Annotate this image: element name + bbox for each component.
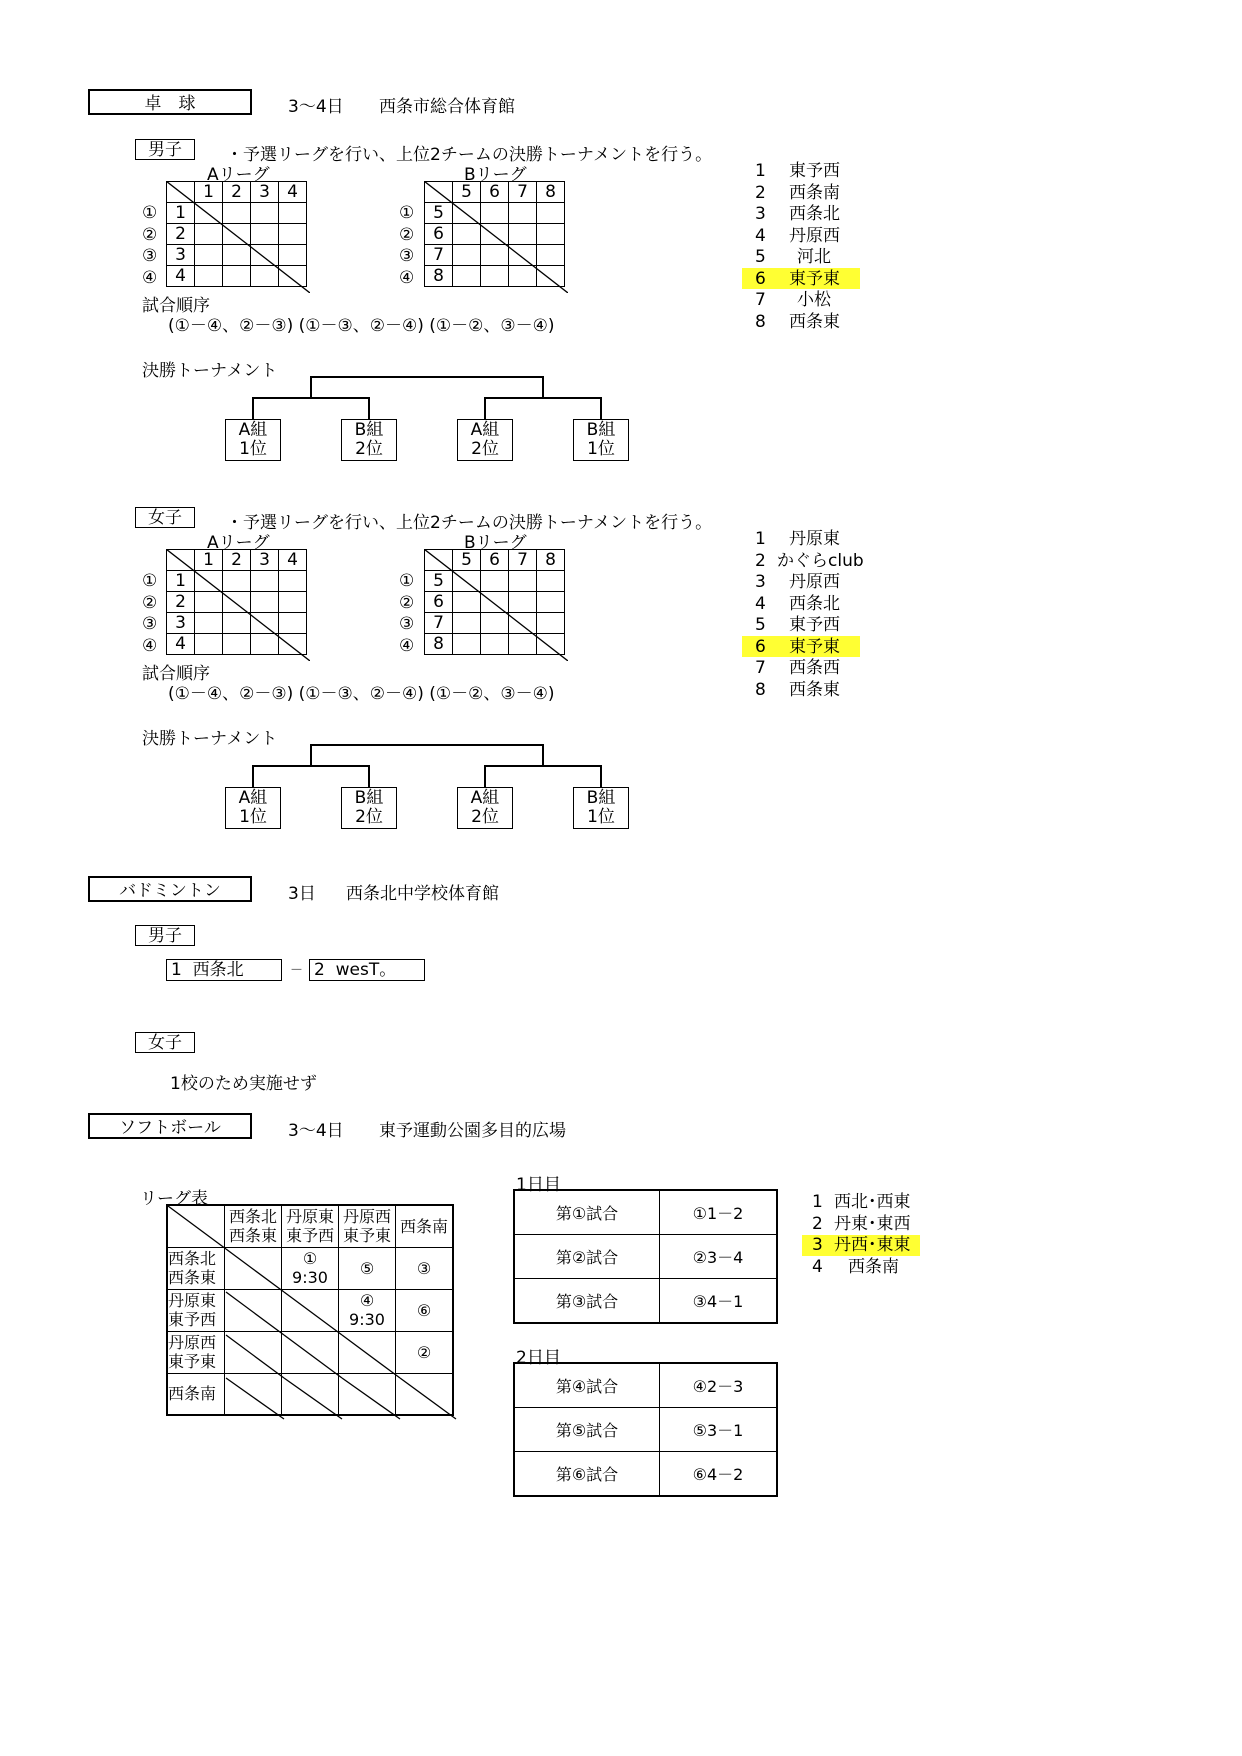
boys-order: (①－④、②－③) (①－③、②－④) (①－②、③－④) [168,316,555,336]
badminton-team1: 1 西条北 [166,959,282,981]
girls-a-league-title: Aリーグ [207,533,270,553]
girls-note: ・予選リーグを行い、上位2チームの決勝トーナメントを行う。 [226,513,713,533]
day2-label: 2日目 [516,1348,561,1368]
badminton-date: 3日 [288,884,316,904]
boys-a-row-marks: ① ② ③ ④ [142,203,158,288]
boys-a-diagonal [166,181,310,293]
girls-tag: 女子 [135,507,195,528]
girls-bracket-slot: A組 1位 [225,787,281,829]
day1-label: 1日目 [516,1175,561,1195]
boys-order-label: 試合順序 [142,296,210,316]
boys-b-row-marks: ① ② ③ ④ [399,203,415,288]
softball-league-table: 西条北 西条東 丹原東 東予西 丹原西 東予東 西条南 西条北 西条東 ① 9:30 ⑤ ③ 丹原東 東予西 ④ 9:30 ⑥ 丹原西 東予東 ② 西条南 [166,1204,454,1416]
girls-order: (①－④、②－③) (①－③、②－④) (①－②、③－④) [168,684,555,704]
badminton-boys-tag: 男子 [135,925,195,946]
girls-bracket-slot: B組 2位 [341,787,397,829]
softball-diagonals [166,1204,458,1420]
boys-bracket-slot: B組 1位 [573,419,629,461]
boys-bracket-slot: B組 2位 [341,419,397,461]
softball-team-list: 1 西北･西東 2 丹東･東西 3 丹西･東東 4 西条南 [812,1192,911,1277]
girls-order-label: 試合順序 [142,664,210,684]
girls-team-list: 1 丹原東 2 かぐらclub 3 丹原西 4 西条北 5 東予西 6 東予東 7 西条西 8 西条東 [755,529,864,700]
girls-a-league-table: 1 2 3 4 1 2 3 4 [166,549,307,655]
softball-title: ソフトボール [88,1113,252,1139]
table-tennis-title: 卓 球 [88,89,252,115]
badminton-girls-tag: 女子 [135,1032,195,1053]
girls-a-diagonal [166,549,310,661]
badminton-girls-note: 1校のため実施せず [170,1074,317,1094]
boys-bracket-slot: A組 1位 [225,419,281,461]
softball-date: 3～4日 [288,1121,344,1141]
badminton-venue: 西条北中学校体育館 [346,884,499,904]
girls-a-row-marks: ① ② ③ ④ [142,571,158,656]
day1-table: 第①試合 ①1－2 第②試合 ②3－4 第③試合 ③4－1 [513,1189,778,1324]
boys-b-league-table: 5 6 7 8 5 6 7 8 [424,181,565,287]
girls-bracket-slot: B組 1位 [573,787,629,829]
badminton-dash: － [290,963,304,978]
day2-table: 第④試合 ④2－3 第⑤試合 ⑤3－1 第⑥試合 ⑥4－2 [513,1362,778,1497]
softball-league-label: リーグ表 [140,1189,208,1209]
boys-a-league-table: 1 2 3 4 1 2 3 4 [166,181,307,287]
badminton-title: バドミントン [88,876,252,902]
boys-b-diagonal [424,181,568,293]
girls-final-label: 決勝トーナメント [142,729,278,749]
girls-b-row-marks: ① ② ③ ④ [399,571,415,656]
boys-b-league-title: Bリーグ [464,165,527,185]
girls-b-league-title: Bリーグ [464,533,527,553]
girls-bracket-slot: A組 2位 [457,787,513,829]
badminton-team2: 2 wesT。 [309,959,425,981]
softball-venue: 東予運動公園多目的広場 [379,1121,566,1141]
boys-tag: 男子 [135,139,195,160]
boys-a-league-title: Aリーグ [207,165,270,185]
girls-b-diagonal [424,549,568,661]
girls-b-league-table: 5 6 7 8 5 6 7 8 [424,549,565,655]
boys-note: ・予選リーグを行い、上位2チームの決勝トーナメントを行う。 [226,145,713,165]
boys-team-list: 1 東予西 2 西条南 3 西条北 4 丹原西 5 河北 6 東予東 7 小松 8 西条東 [755,161,840,332]
boys-bracket-slot: A組 2位 [457,419,513,461]
table-tennis-date: 3～4日 [288,97,344,117]
boys-final-label: 決勝トーナメント [142,361,278,381]
table-tennis-venue: 西条市総合体育館 [379,97,515,117]
